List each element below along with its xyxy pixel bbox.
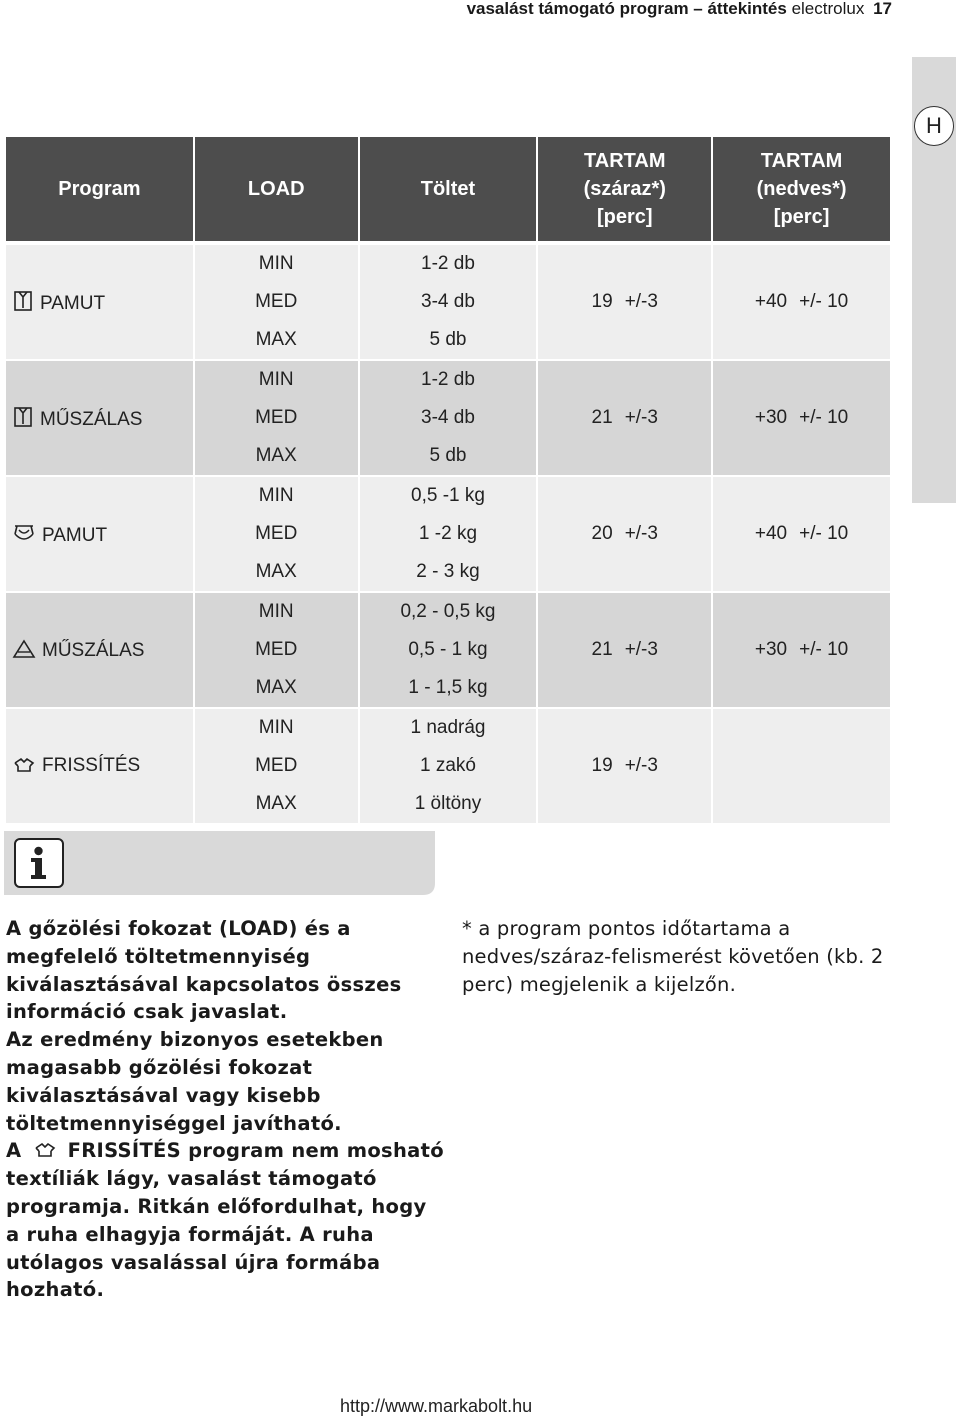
dry-value: 21 [591, 407, 613, 428]
synthetic-icon [12, 639, 36, 659]
load-cell: MIN [195, 591, 358, 631]
load-cell: MAX [195, 553, 358, 591]
program-name [6, 399, 193, 437]
charge-cell: 1 zakó [360, 747, 537, 785]
load-cell: MIN [195, 475, 358, 515]
load-cell: MED [195, 747, 358, 785]
table-row [6, 669, 890, 707]
footer-url: http://www.markabolt.hu [340, 1396, 533, 1416]
dry-duration-cell [538, 591, 711, 631]
refresh-icon [12, 756, 36, 774]
table-row [6, 515, 890, 553]
load-cell: MAX [195, 785, 358, 823]
info-banner [4, 831, 435, 895]
wet-duration-cell [713, 785, 890, 823]
charge-cell: 1 -2 kg [360, 515, 537, 553]
dry-tolerance: +/-3 [624, 407, 658, 428]
info-notes [6, 915, 446, 1304]
note-paragraph: A gőzölési fokozat (LOAD) és a megfelelő töltetmennyiség kiválasztásával kapcsolatos összes információ csak javaslat. [6, 917, 402, 1024]
program-label: PAMUT [40, 292, 106, 314]
program-name [6, 747, 193, 785]
dry-value: 19 [591, 291, 613, 312]
dry-duration-cell [538, 321, 711, 359]
page-number: 17 [873, 0, 892, 18]
dry-duration-cell [538, 669, 711, 707]
wet-duration-cell [713, 515, 890, 553]
program-cell [6, 321, 193, 359]
charge-cell: 1 - 1,5 kg [360, 669, 537, 707]
table-row [6, 437, 890, 475]
column-header: TARTAM (nedves*) [perc] [713, 137, 890, 243]
charge-cell: 3-4 db [360, 399, 537, 437]
load-cell: MIN [195, 359, 358, 399]
load-cell: MED [195, 283, 358, 321]
program-label: FRISSÍTÉS [42, 755, 141, 776]
charge-cell: 0,5 -1 kg [360, 475, 537, 515]
dry-value: 20 [591, 523, 613, 544]
column-header: TARTAM (száraz*) [perc] [538, 137, 711, 243]
dry-value: 19 [591, 755, 613, 776]
wet-duration-cell [713, 475, 890, 515]
footnote: * a program pontos időtartama a nedves/száraz-felismerést követően (kb. 2 perc) megjelenik a kijelzőn. [462, 917, 884, 996]
charge-cell: 0,5 - 1 kg [360, 631, 537, 669]
table-row [6, 553, 890, 591]
wet-value: +30 [754, 639, 788, 660]
cotton-icon [12, 522, 36, 544]
table-header-row [6, 137, 890, 243]
program-table [4, 137, 892, 823]
program-cell [6, 669, 193, 707]
wet-duration-cell [713, 591, 890, 631]
load-cell: MED [195, 515, 358, 553]
wet-tolerance: +/- 10 [799, 407, 849, 428]
dry-tolerance: +/-3 [624, 291, 658, 312]
charge-cell: 2 - 3 kg [360, 553, 537, 591]
wet-duration-cell [713, 747, 890, 785]
program-cell [6, 243, 193, 283]
dry-tolerance: +/-3 [624, 639, 658, 660]
load-cell: MIN [195, 707, 358, 747]
wet-value: +30 [754, 407, 788, 428]
shirt-icon [12, 290, 34, 312]
program-label: MŰSZÁLAS [40, 408, 143, 430]
dry-tolerance: +/-3 [624, 523, 658, 544]
table-row [6, 243, 890, 283]
wet-duration-cell [713, 553, 890, 591]
column-header: LOAD [195, 137, 358, 243]
load-cell: MED [195, 631, 358, 669]
program-label: MŰSZÁLAS [42, 639, 145, 661]
dry-duration-cell [538, 399, 711, 437]
wet-duration-cell [713, 321, 890, 359]
table-row [6, 591, 890, 631]
note-paragraph: Az eredmény bizonyos esetekben magasabb gőzölési fokozat kiválasztásával vagy kisebb töltetmennyiséggel javítható. [6, 1028, 384, 1135]
wet-duration-cell [713, 243, 890, 283]
load-cell: MAX [195, 321, 358, 359]
wet-duration-cell [713, 669, 890, 707]
dry-duration-cell [538, 437, 711, 475]
charge-cell: 1-2 db [360, 243, 537, 283]
wet-tolerance: +/- 10 [799, 291, 849, 312]
wet-duration-cell [713, 631, 890, 669]
dry-duration-cell [538, 707, 711, 747]
table-row [6, 321, 890, 359]
info-icon [14, 838, 64, 888]
wet-duration-cell [713, 283, 890, 321]
language-badge: H [914, 106, 954, 146]
table-row [6, 399, 890, 437]
note-text: FRISSÍTÉS program nem mosható textíliák lágy, vasalást támogató programja. Ritkán előfordulhat, hogy a ruha elhagyja formáját. A ruha utólagos vasalással újra formába hozható. [6, 1139, 444, 1302]
dry-tolerance: +/-3 [624, 755, 658, 776]
program-cell [6, 475, 193, 515]
dry-duration-cell [538, 553, 711, 591]
program-cell [6, 437, 193, 475]
column-header: Program [6, 137, 193, 243]
dry-duration-cell [538, 243, 711, 283]
dry-duration-cell [538, 631, 711, 669]
program-cell [6, 553, 193, 591]
dry-duration-cell [538, 475, 711, 515]
dry-value: 21 [591, 639, 613, 660]
page-header [467, 0, 892, 20]
dry-duration-cell [538, 785, 711, 823]
table-row [6, 707, 890, 747]
wet-duration-cell [713, 359, 890, 399]
table-row [6, 785, 890, 823]
charge-cell: 0,2 - 0,5 kg [360, 591, 537, 631]
program-cell [6, 785, 193, 823]
table-row [6, 359, 890, 399]
wet-duration-cell [713, 707, 890, 747]
table-row [6, 747, 890, 785]
wet-duration-cell [713, 437, 890, 475]
wet-tolerance: +/- 10 [799, 523, 849, 544]
charge-cell: 5 db [360, 321, 537, 359]
note-prefix: A [6, 1139, 22, 1163]
charge-cell: 5 db [360, 437, 537, 475]
dry-duration-cell [538, 283, 711, 321]
program-name [6, 283, 193, 321]
charge-cell: 1-2 db [360, 359, 537, 399]
header-brand: electrolux [791, 0, 865, 18]
charge-cell: 1 öltöny [360, 785, 537, 823]
dry-duration-cell [538, 747, 711, 785]
program-label: PAMUT [42, 524, 108, 546]
table-row [6, 631, 890, 669]
column-header: Töltet [360, 137, 537, 243]
charge-cell: 1 nadrág [360, 707, 537, 747]
program-name [6, 515, 193, 553]
load-cell: MIN [195, 243, 358, 283]
load-cell: MAX [195, 669, 358, 707]
dry-duration-cell [538, 359, 711, 399]
load-cell: MED [195, 399, 358, 437]
program-cell [6, 359, 193, 399]
program-cell [6, 707, 193, 747]
charge-cell: 3-4 db [360, 283, 537, 321]
program-name [6, 631, 193, 669]
wet-duration-cell [713, 399, 890, 437]
table-row [6, 283, 890, 321]
table-row [6, 475, 890, 515]
shirt-icon [12, 406, 34, 428]
dry-duration-cell [538, 515, 711, 553]
header-title: vasalást támogató program – áttekintés [466, 0, 787, 18]
refresh-icon [33, 1141, 57, 1159]
program-cell [6, 591, 193, 631]
wet-tolerance: +/- 10 [799, 639, 849, 660]
wet-value: +40 [754, 523, 788, 544]
load-cell: MAX [195, 437, 358, 475]
note-paragraph [6, 1137, 446, 1304]
wet-value: +40 [754, 291, 788, 312]
